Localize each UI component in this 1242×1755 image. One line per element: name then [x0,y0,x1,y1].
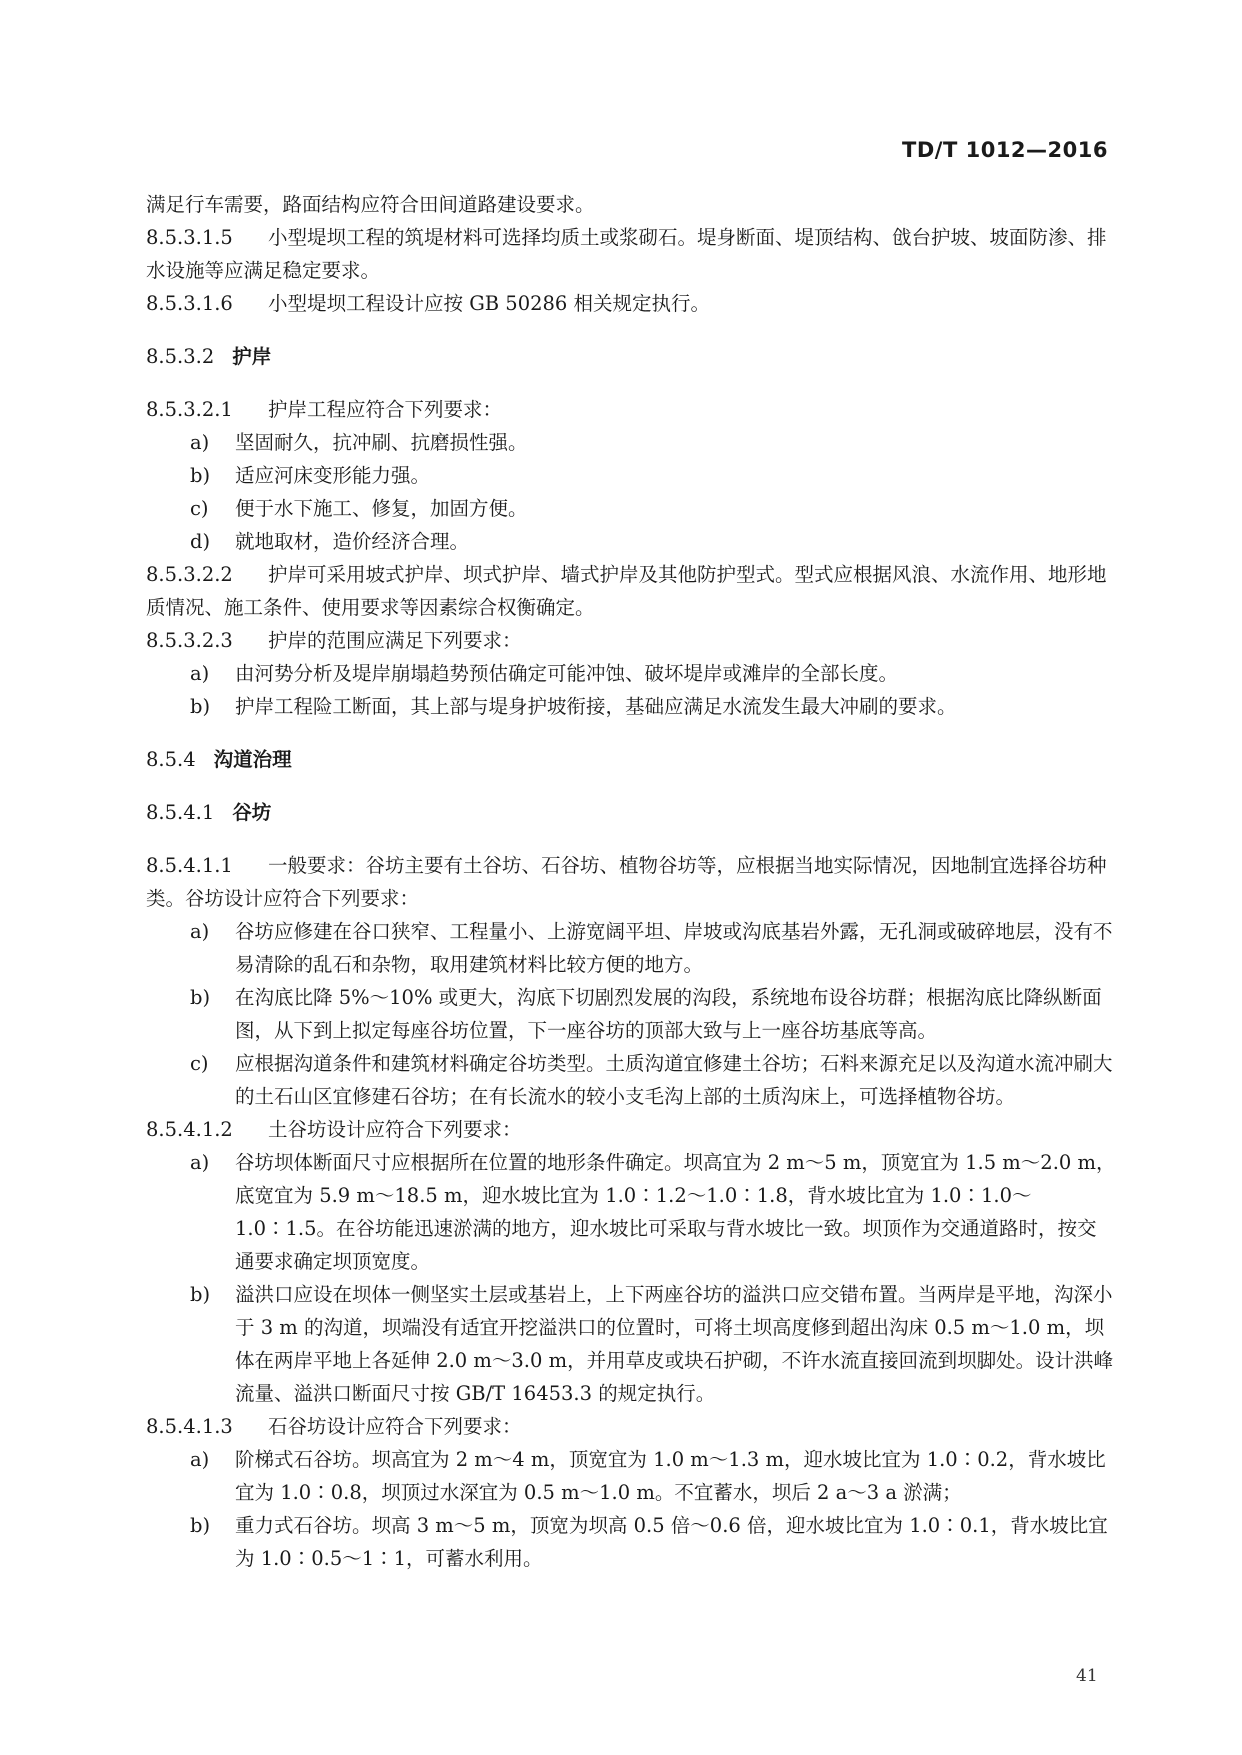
list-item [146,915,1116,981]
list-item [146,1443,1116,1509]
list-item [146,1509,1116,1575]
item-text: 谷坊应修建在谷口狭窄、工程量小、上游宽阔平坦、岸坡或沟底基岩外露，无孔洞或破碎地层，没有不易清除的乱石和杂物，取用建筑材料比较方便的地方。 [235,920,1113,976]
list-item [146,690,1116,723]
item-text: 适应河床变形能力强。 [235,464,431,487]
item-text: 坚固耐久，抗冲刷、抗磨损性强。 [235,431,528,454]
item-text: 应根据沟道条件和建筑材料确定谷坊类型。土质沟道宜修建土谷坊；石料来源充足以及沟道水流冲刷大的土石山区宜修建石谷坊；在有长流水的较小支毛沟上部的土质沟床上，可选择植物谷坊。 [235,1052,1113,1108]
clause-text: 小型堤坝工程的筑堤材料可选择均质土或浆砌石。堤身断面、堤顶结构、戗台护坡、坡面防渗、排水设施等应满足稳定要求。 [146,226,1107,282]
item-label: b) [190,1514,211,1537]
clause-text: 小型堤坝工程设计应按 GB 50286 相关规定执行。 [268,292,711,315]
list-item [146,426,1116,459]
document-body [146,188,1116,1575]
clause-text: 石谷坊设计应符合下列要求： [268,1415,522,1438]
clause-number: 8.5.4.1.1 [146,854,233,877]
item-text: 溢洪口应设在坝体一侧坚实土层或基岩上，上下两座谷坊的溢洪口应交错布置。当两岸是平地，沟深小于 3 m 的沟道，坝端没有适宜开挖溢洪口的位置时，可将土坝高度修到超出沟床 0.5 m～1.0 m，坝体在两岸平地上各延伸 2.0 m～3.0 m，并用草皮或块石护砌，不许水流直接回流到坝脚处。设计洪峰流量、溢洪口断面尺寸按 GB/T 16453.3 的规定执行。 [235,1283,1114,1405]
item-label: c) [190,497,209,520]
clause-number: 8.5.3.2.1 [146,398,233,421]
list-item [146,525,1116,558]
item-text: 谷坊坝体断面尺寸应根据所在位置的地形条件确定。坝高宜为 2 m～5 m，顶宽宜为 1.5 m～2.0 m，底宽宜为 5.9 m～18.5 m，迎水坡比宜为 1.0∶1.2～1.0∶1.8，背水坡比宜为 1.0∶1.0～1.0∶1.5。在谷坊能迅速淤满的地方，迎水坡比可采取与背水坡比一致。坝顶作为交通道路时，按交通要求确定坝顶宽度。 [235,1151,1116,1273]
section-title: 谷坊 [232,801,272,824]
item-text: 由河势分析及堤岸崩塌趋势预估确定可能冲蚀、破坏堤岸或滩岸的全部长度。 [235,662,899,685]
clause-text: 护岸工程应符合下列要求： [268,398,503,421]
clause-8-5-3-2-3 [146,624,1116,657]
item-label: a) [190,431,210,454]
section-heading-8-5-4 [146,743,1116,776]
list-item [146,492,1116,525]
clause-number: 8.5.3.1.6 [146,292,233,315]
item-label: a) [190,1448,210,1471]
section-title: 沟道治理 [213,748,292,771]
clause-number: 8.5.3.2.3 [146,629,233,652]
list-item [146,1047,1116,1113]
item-text: 就地取材，造价经济合理。 [235,530,470,553]
standard-code: TD/T 1012—2016 [902,138,1108,162]
list-item [146,1146,1116,1278]
item-label: a) [190,1151,210,1174]
item-label: b) [190,1283,211,1306]
section-number: 8.5.4.1 [146,801,215,824]
clause-number: 8.5.3.1.5 [146,226,233,249]
section-number: 8.5.4 [146,748,196,771]
clause-number: 8.5.4.1.2 [146,1118,233,1141]
paragraph: 满足行车需要，路面结构应符合田间道路建设要求。 [146,193,595,216]
clause-text: 护岸的范围应满足下列要求： [268,629,522,652]
item-label: a) [190,920,210,943]
item-text: 在沟底比降 5%～10% 或更大，沟底下切剧烈发展的沟段，系统地布设谷坊群；根据沟底比降纵断面图，从下到上拟定每座谷坊位置，下一座谷坊的顶部大致与上一座谷坊基底等高。 [235,986,1102,1042]
clause-8-5-3-2-2 [146,558,1116,624]
list-item [146,981,1116,1047]
clause-text: 一般要求：谷坊主要有土谷坊、石谷坊、植物谷坊等，应根据当地实际情况，因地制宜选择谷坊种类。谷坊设计应符合下列要求： [146,854,1107,910]
section-heading-8-5-4-1 [146,796,1116,829]
clause-8-5-4-1-1 [146,849,1116,915]
item-text: 便于水下施工、修复，加固方便。 [235,497,528,520]
item-label: b) [190,986,211,1009]
clause-8-5-3-1-6 [146,287,1116,320]
clause-8-5-4-1-2 [146,1113,1116,1146]
clause-text: 护岸可采用坡式护岸、坝式护岸、墙式护岸及其他防护型式。型式应根据风浪、水流作用、地形地质情况、施工条件、使用要求等因素综合权衡确定。 [146,563,1107,619]
clause-number: 8.5.4.1.3 [146,1415,233,1438]
clause-8-5-3-1-5 [146,221,1116,287]
section-number: 8.5.3.2 [146,345,215,368]
list-item [146,657,1116,690]
clause-8-5-3-2-1 [146,393,1116,426]
item-text: 阶梯式石谷坊。坝高宜为 2 m～4 m，顶宽宜为 1.0 m～1.3 m，迎水坡比宜为 1.0∶0.2，背水坡比宜为 1.0∶0.8，坝顶过水深宜为 0.5 m～1.0 m。不宜蓄水，坝后 2 a～3 a 淤满； [235,1448,1106,1504]
page-number: 41 [1076,1666,1098,1686]
item-text: 护岸工程险工断面，其上部与堤身护坡衔接，基础应满足水流发生最大冲刷的要求。 [235,695,957,718]
item-label: a) [190,662,210,685]
clause-8-5-4-1-3 [146,1410,1116,1443]
clause-number: 8.5.3.2.2 [146,563,233,586]
section-heading-8-5-3-2 [146,340,1116,373]
item-text: 重力式石谷坊。坝高 3 m～5 m，顶宽为坝高 0.5 倍～0.6 倍，迎水坡比宜为 1.0∶0.1，背水坡比宜为 1.0∶0.5～1∶1，可蓄水利用。 [235,1514,1108,1570]
list-item [146,459,1116,492]
section-title: 护岸 [232,345,272,368]
item-label: d) [190,530,211,553]
item-label: c) [190,1052,209,1075]
clause-text: 土谷坊设计应符合下列要求： [268,1118,522,1141]
list-item [146,1278,1116,1410]
item-label: b) [190,464,211,487]
item-label: b) [190,695,211,718]
